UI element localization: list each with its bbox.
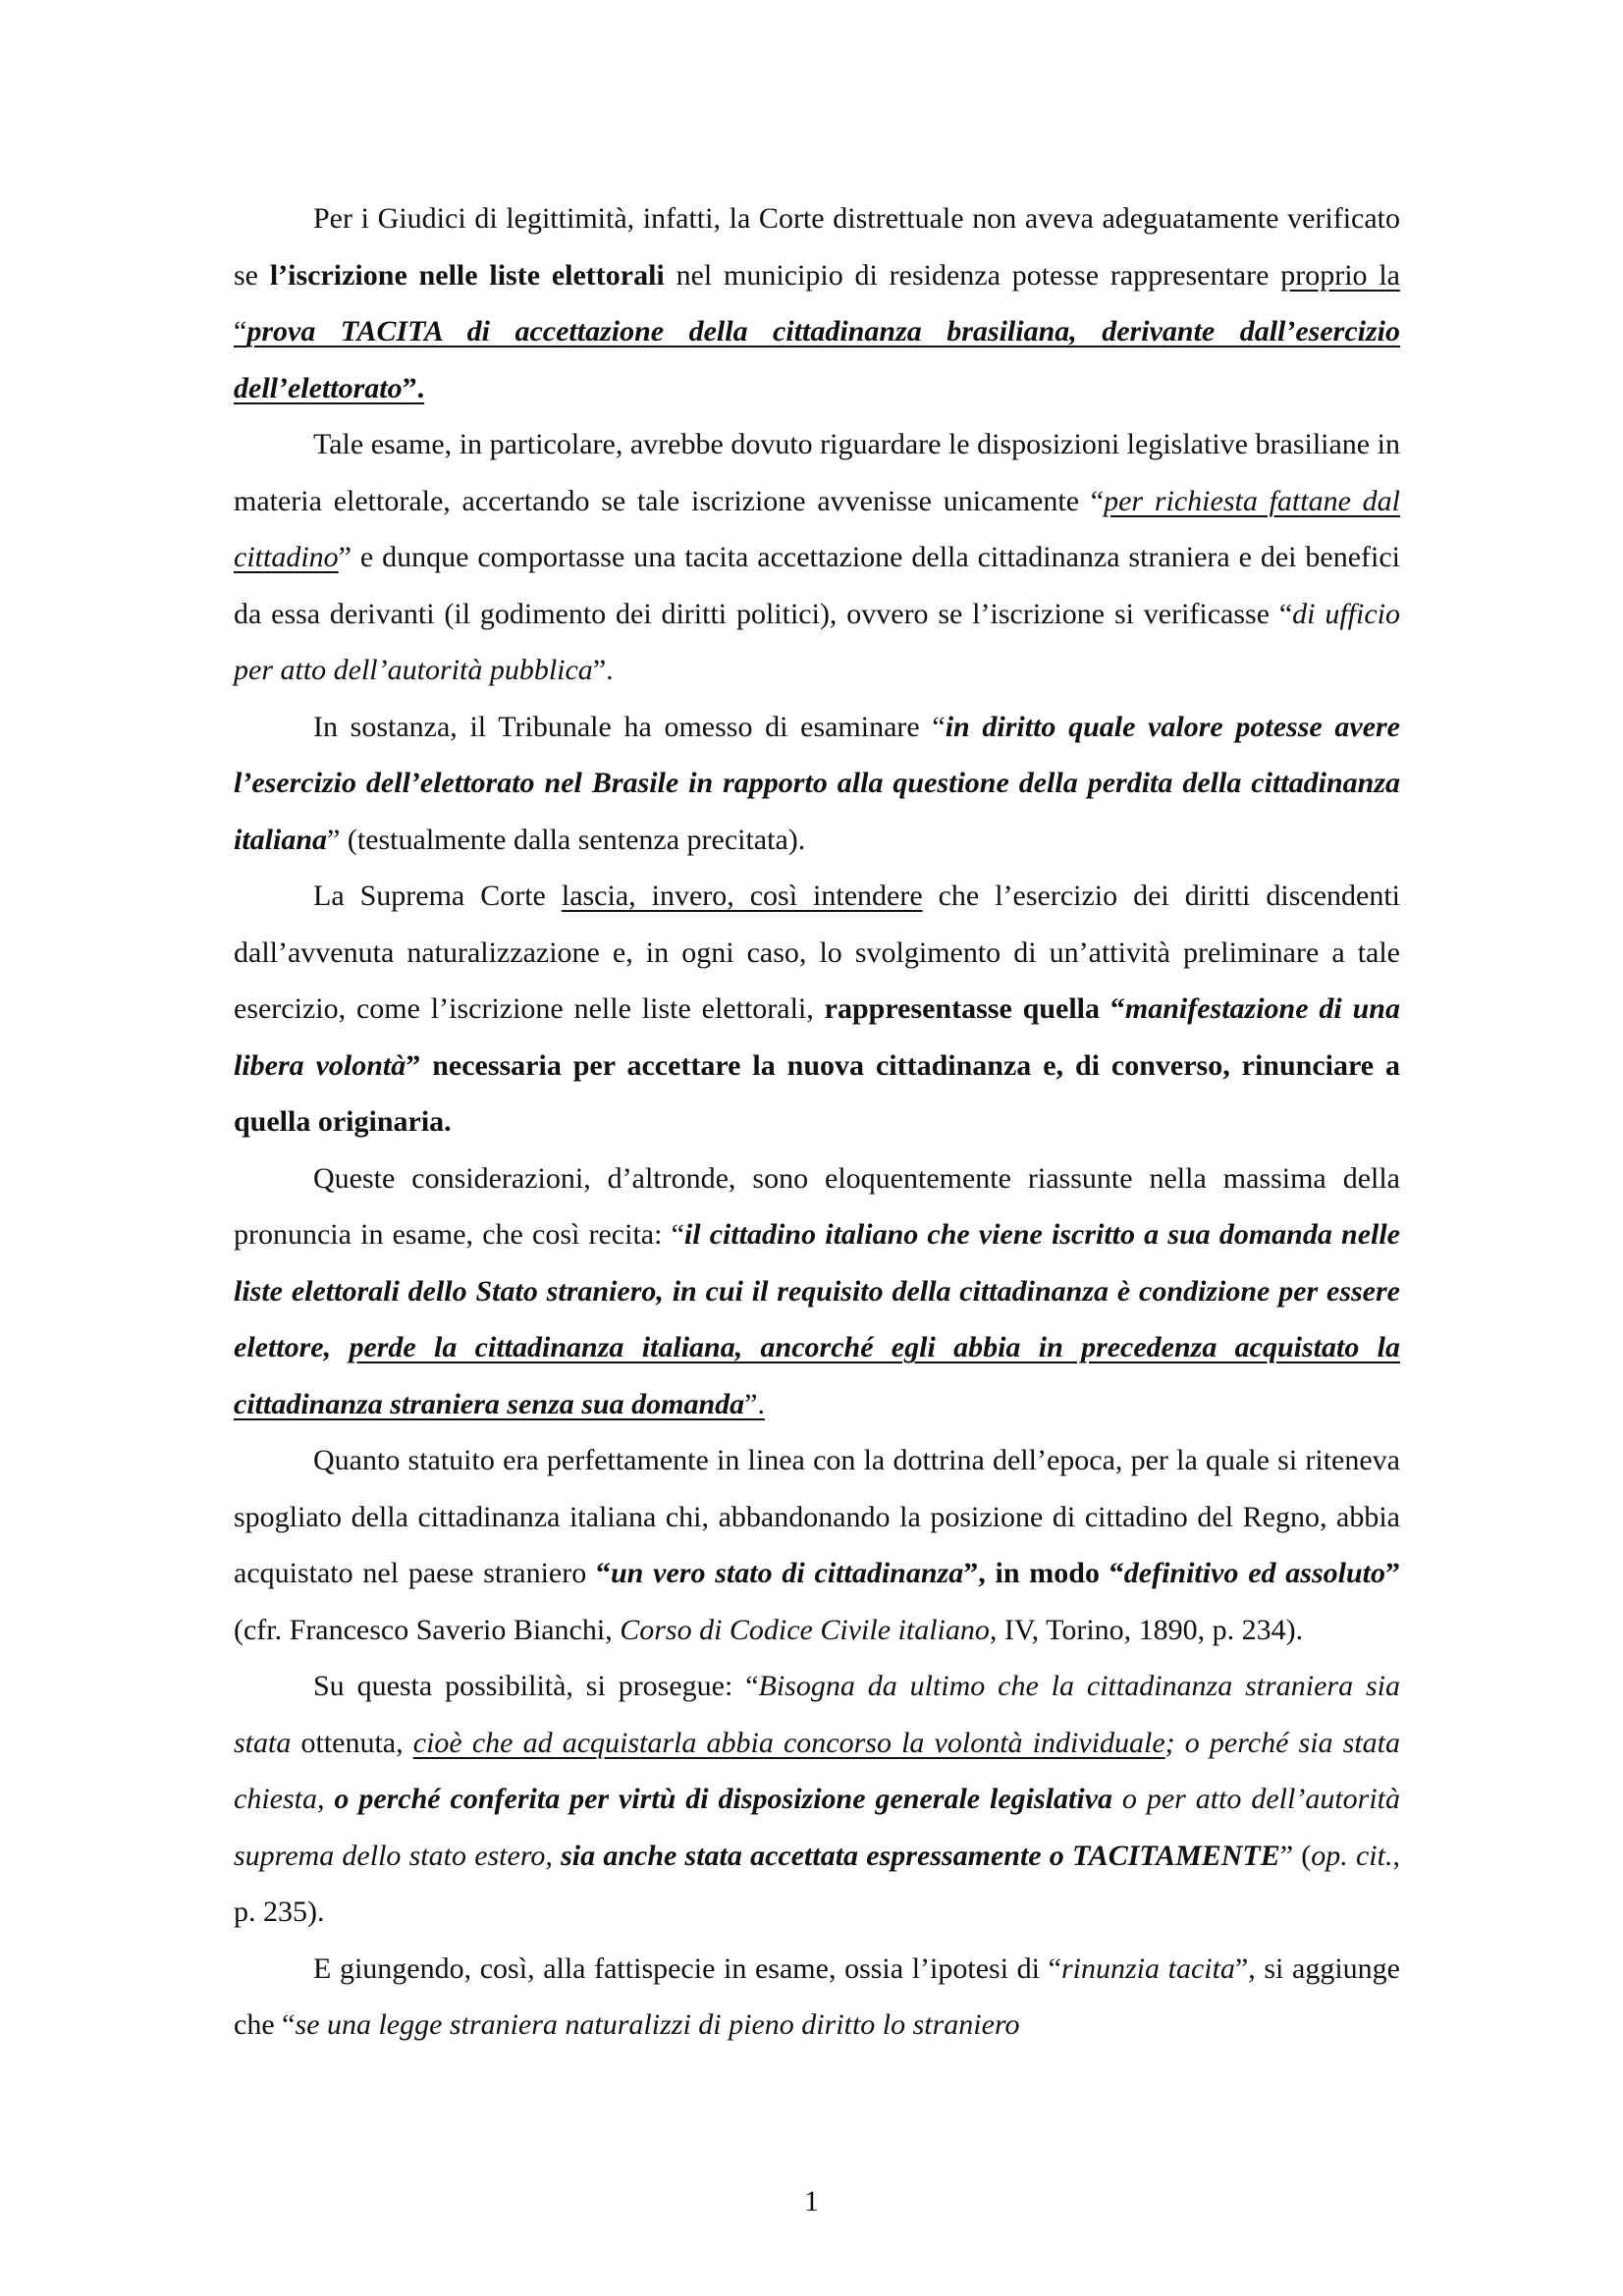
- text-run: proprio la “: [234, 258, 1400, 347]
- text-run: Quanto statuito era perfettamente in linea con la dottrina dell’epoca, per la quale si riteneva spogliato della cittadinanza italiana chi, abbandonando la posizione di cittadino del Regno, abbia acquistato nel paese straniero: [234, 1444, 1400, 1589]
- text-run: , p. 235).: [234, 1839, 1400, 1928]
- text-run: per richiesta fattane dal cittadino: [234, 484, 1400, 573]
- text-run: un vero stato di cittadinanza: [611, 1557, 964, 1589]
- text-run: ” (testualmente dalla sentenza precitata).: [327, 823, 806, 856]
- text-run: o per atto dell’autorità suprema dello stato estero,: [234, 1783, 1400, 1872]
- text-run: (cfr. Francesco Saverio Bianchi,: [234, 1613, 621, 1646]
- text-run: sia anche stata accettata espressamente o TACITAMENTE: [561, 1839, 1280, 1872]
- text-run: Su questa possibilità, si prosegue: “: [313, 1670, 759, 1702]
- paragraph: [234, 1941, 1400, 2054]
- text-run: La Suprema Corte: [313, 880, 562, 912]
- text-run: ”, si aggiunge che “: [234, 1951, 1400, 2041]
- text-run: cioè che ad acquistarla abbia concorso la volontà individuale: [412, 1726, 1165, 1759]
- text-run: perde la cittadinanza italiana, ancorché egli abbia in precedenza acquistato la cittadinanza straniera senza sua domanda: [234, 1331, 1400, 1420]
- text-run: Bisogna da ultimo che la cittadinanza straniera sia stata: [234, 1670, 1400, 1759]
- text-run: IV, Torino, 1890, p. 234).: [997, 1613, 1304, 1646]
- page-number: 1: [804, 2185, 819, 2217]
- text-run: op. cit.: [1311, 1839, 1393, 1872]
- text-run: ” (: [1279, 1839, 1312, 1872]
- text-run: ; o perché sia stata chiesta,: [234, 1726, 1400, 1815]
- text-run: ” necessaria per accettare la nuova cittadinanza e, di converso, rinunciare a quella originaria.: [234, 1048, 1400, 1138]
- paragraph: [234, 868, 1400, 1150]
- paragraph: [234, 416, 1400, 699]
- text-run: l’iscrizione nelle liste elettorali: [269, 258, 665, 292]
- paragraph: [234, 1150, 1400, 1433]
- text-run: che l’esercizio dei diritti discendenti dall’avvenuta naturalizzazione e, in ogni caso, lo svolgimento di un’attività preliminare a tale esercizio, come l’iscrizione nelle liste elettorali,: [234, 880, 1400, 1025]
- text-run: nel municipio di residenza potesse rappresentare: [664, 258, 1281, 292]
- text-run: ”: [1385, 1557, 1401, 1589]
- paragraph: [234, 699, 1400, 869]
- text-run: ”.: [592, 654, 614, 686]
- text-run: se una legge straniera naturalizzi di pieno diritto lo straniero: [295, 2008, 1020, 2041]
- text-run: Per i Giudici di legittimità, infatti, la Corte distrettuale non aveva adeguatamente verificato se: [234, 202, 1400, 292]
- text-run: In sostanza, il Tribunale ha omesso di esaminare “: [313, 710, 946, 743]
- text-run: rinunzia tacita: [1060, 1951, 1235, 1985]
- text-run: definitivo ed assoluto: [1123, 1557, 1386, 1589]
- paragraph: [234, 1432, 1400, 1658]
- text-run: o perché conferita per virtù di disposizione generale legislativa: [334, 1783, 1113, 1815]
- text-run: il cittadino italiano che viene iscritto a sua domanda nelle liste elettorali dello Stato straniero, in cui il requisito della cittadinanza è condizione per essere elettore,: [234, 1218, 1400, 1363]
- text-run: E giungendo, così, alla fattispecie in esame, ossia l’ipotesi di “: [313, 1951, 1061, 1985]
- text-run: rappresentasse quella “: [824, 992, 1125, 1025]
- text-run: ottenuta,: [291, 1726, 413, 1759]
- text-run: ”, in modo “: [963, 1557, 1124, 1589]
- text-run: ”.: [402, 371, 425, 404]
- text-run: in diritto quale valore potesse avere l’esercizio dell’elettorato nel Brasile in rapporto alla questione della perdita della cittadinanza italiana: [234, 710, 1401, 856]
- text-run: “: [596, 1557, 611, 1589]
- paragraph: [234, 1658, 1400, 1941]
- text-run: prova TACITA di accettazione della cittadinanza brasiliana, derivante dall’esercizio dell’elettorato: [234, 315, 1400, 404]
- paragraph: [234, 190, 1400, 416]
- text-run: Queste considerazioni, d’altronde, sono eloquentemente riassunte nella massima della pronuncia in esame, che così recita: “: [234, 1161, 1400, 1251]
- text-run: Corso di Codice Civile italiano,: [620, 1613, 998, 1646]
- text-run: ”.: [744, 1387, 765, 1420]
- text-run: di ufficio per atto dell’autorità pubblica: [234, 597, 1400, 686]
- body-text: [234, 190, 1400, 2054]
- text-run: Tale esame, in particolare, avrebbe dovuto riguardare le disposizioni legislative brasiliane in materia elettorale, accertando se tale iscrizione avvenisse unicamente “: [234, 428, 1400, 517]
- text-run: lascia, invero, così intendere: [561, 880, 923, 912]
- text-run: manifestazione di una libera volontà: [234, 992, 1400, 1082]
- text-run: ” e dunque comportasse una tacita accettazione della cittadinanza straniera e dei benefici da essa derivanti (il godimento dei diritti politici), ovvero se l’iscrizione si verificasse “: [234, 541, 1400, 630]
